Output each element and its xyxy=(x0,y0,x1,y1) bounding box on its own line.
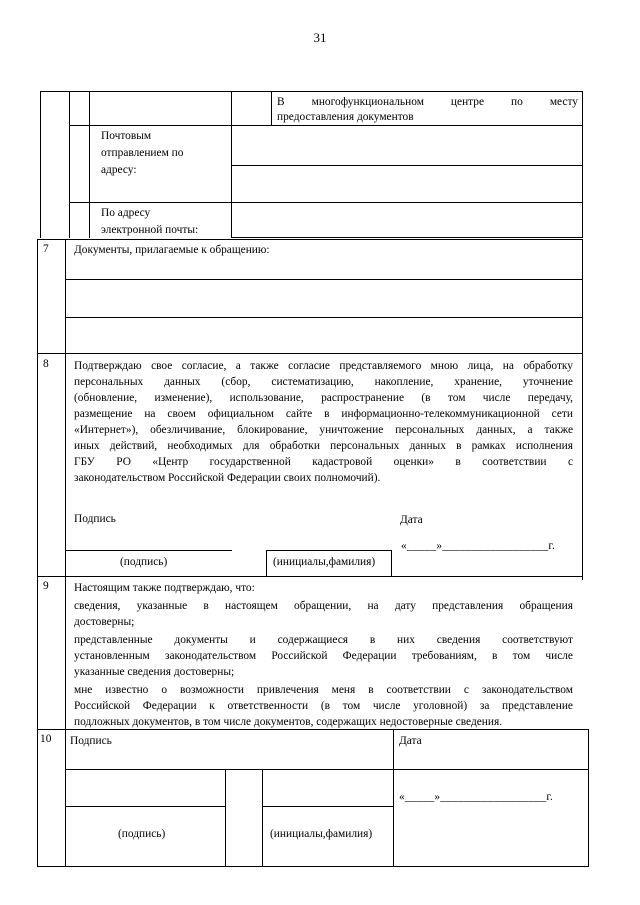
confirmation-line: Российской Федерации к ответственности (в том числе уголовной) за представление xyxy=(74,700,573,712)
confirmation-line: указанные сведения достоверны; xyxy=(74,666,235,678)
row-number: 9 xyxy=(43,580,49,592)
mfc-word: центре xyxy=(450,96,485,108)
confirmation-line: мне известно о возможности привлечения меня в соответствии с законодательством xyxy=(74,684,573,696)
consent-text-line: (обновление, изменение), использование, распространение (в том числе передачу, xyxy=(74,392,573,404)
consent-text-line: «Интернет»), обезличивание, блокирование, уничтожение персональных данных, а также xyxy=(74,424,573,436)
consent-text-line: законодательством Российской Федерации своих полномочий). xyxy=(74,472,381,484)
date-label: Дата xyxy=(399,735,422,747)
consent-text-line: размещение на своем официальном сайте в информационно-телекоммуникационной сети xyxy=(74,408,573,420)
consent-text-line: персональных данных (сбор, систематизацию, накопление, хранение, уточнение xyxy=(74,376,573,388)
signature-caption: (подпись) xyxy=(120,556,168,568)
confirmation-line: подложных документов, в том числе документов, содержащих недостоверные сведения. xyxy=(74,716,503,728)
signature-label: Подпись xyxy=(74,513,116,525)
name-caption: (инициалы,фамилия) xyxy=(270,828,373,840)
mail-label-line: адресу: xyxy=(101,164,137,176)
row-number: 10 xyxy=(40,733,52,745)
signature-label: Подпись xyxy=(70,735,112,747)
confirmation-intro: Настоящим также подтверждаю, что: xyxy=(74,582,255,594)
mfc-word: по xyxy=(511,96,523,108)
consent-text-line: ГБУ РО «Центр государственной кадастровой оценки» в соответствии с xyxy=(74,456,573,468)
mfc-option-line1 xyxy=(277,94,578,110)
consent-text-line: Подтверждаю свое согласие, а также согласие представляемого мною лица, на обработку xyxy=(74,360,573,372)
row-number: 7 xyxy=(43,243,49,255)
attached-documents-label: Документы, прилагаемые к обращению: xyxy=(74,244,270,256)
confirmation-line: сведения, указанные в настоящем обращении, на дату представления обращения xyxy=(74,600,573,612)
date-field[interactable]: «_____»__________________г. xyxy=(399,791,554,803)
page-number: 31 xyxy=(313,30,327,45)
date-label: Дата xyxy=(400,514,423,526)
mfc-word: месту xyxy=(549,96,578,108)
mfc-word: В xyxy=(277,96,285,108)
email-label-line: электронной почты: xyxy=(101,224,199,236)
email-label-line: По адресу xyxy=(101,207,151,219)
mail-label-line: отправлением по xyxy=(101,147,184,159)
date-field[interactable]: «_____»__________________г. xyxy=(401,540,556,552)
confirmation-line: достоверны; xyxy=(74,616,135,628)
mfc-option-line2: предоставления документов xyxy=(277,111,414,123)
mfc-word: многофункциональном xyxy=(311,96,424,108)
name-caption: (инициалы,фамилия) xyxy=(273,556,376,568)
confirmation-line: установленным законодательством Российской Федерации требованиям, в том числе xyxy=(74,650,573,662)
row-number: 8 xyxy=(43,358,49,370)
confirmation-line: представленные документы и содержащиеся в них сведения соответствуют xyxy=(74,634,573,646)
signature-caption: (подпись) xyxy=(118,828,166,840)
mail-label-line: Почтовым xyxy=(101,130,152,142)
consent-text-line: иных действий, необходимых для обработки персональных данных в рамках исполнения xyxy=(74,440,573,452)
